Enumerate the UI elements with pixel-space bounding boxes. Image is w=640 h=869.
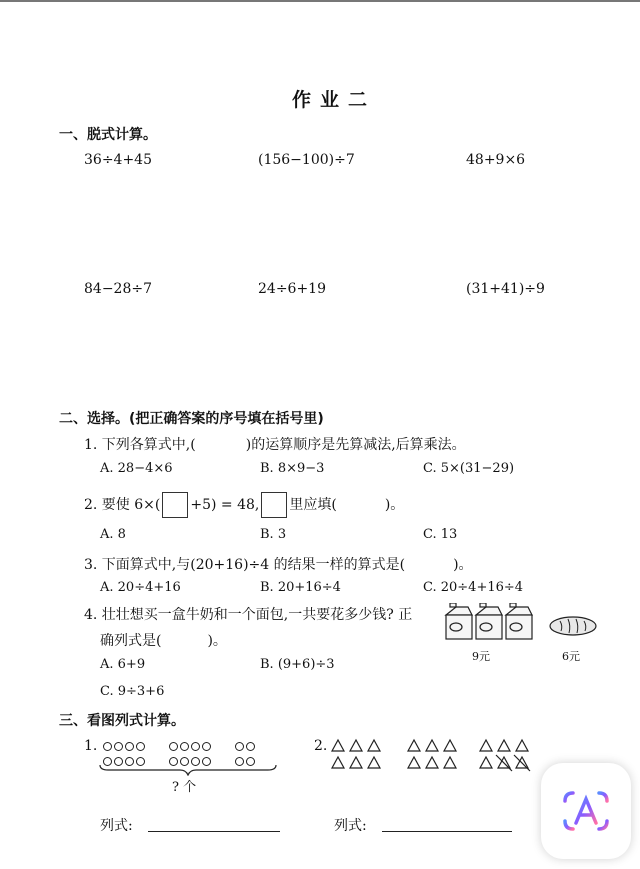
q2-option-c: C. 13 xyxy=(423,527,458,542)
formula-label-1: 列式: xyxy=(100,818,133,834)
question-4-text-b: )。 xyxy=(207,633,227,649)
section-3-heading: 三、看图列式计算。 xyxy=(59,713,185,729)
question-4-line-2 xyxy=(100,630,227,650)
scan-text-button[interactable] xyxy=(541,763,631,859)
bread-price: 6元 xyxy=(562,650,580,663)
circle-icon xyxy=(169,742,178,751)
q3-option-a: A. 20÷4+16 xyxy=(100,580,181,595)
q2-option-b: B. 3 xyxy=(260,527,287,542)
q1-option-b: B. 8×9−3 xyxy=(260,461,325,476)
circle-icon xyxy=(191,742,200,751)
circle-icon xyxy=(125,742,134,751)
formula-label-2: 列式: xyxy=(334,818,367,834)
question-1-text-b: )的运算顺序是先算减法,后算乘法。 xyxy=(245,437,466,453)
circle-icon xyxy=(180,742,189,751)
question-2-text-d: )。 xyxy=(384,497,405,513)
question-3-text-a: 3. 下面算式中,与(20+16)÷4 的结果一样的算式是( xyxy=(84,557,406,573)
top-border xyxy=(0,0,640,2)
question-3-text-b: )。 xyxy=(453,557,473,573)
formula-answer-line-2[interactable] xyxy=(382,831,512,832)
q2-option-a: A. 8 xyxy=(100,527,126,542)
question-2 xyxy=(84,492,404,518)
question-2-text-c: 里应填( xyxy=(289,497,337,513)
problem-3: 48+9×6 xyxy=(466,152,526,168)
empty-box-2[interactable] xyxy=(261,492,287,518)
circle-group xyxy=(103,740,257,767)
section-2-heading: 二、选择。(把正确答案的序号填在括号里) xyxy=(59,411,324,427)
q1-option-c: C. 5×(31−29) xyxy=(423,461,515,476)
circle-icon xyxy=(246,742,255,751)
problem-1: 36÷4+45 xyxy=(84,152,152,168)
formula-answer-line-1[interactable] xyxy=(148,831,280,832)
problem-5: 24÷6+19 xyxy=(258,281,326,297)
brace-label: ? 个 xyxy=(172,780,197,795)
brace xyxy=(98,764,278,776)
q3-option-b: B. 20+16÷4 xyxy=(260,580,341,595)
problem-2: (156−100)÷7 xyxy=(258,152,355,168)
q1-option-a: A. 28−4×6 xyxy=(100,461,173,476)
picture-problem-2-label: 2. xyxy=(314,738,328,754)
q4-option-c: C. 9÷3+6 xyxy=(100,684,165,699)
q4-option-b: B. (9+6)÷3 xyxy=(260,657,335,672)
bread-icon xyxy=(548,614,598,638)
milk-price: 9元 xyxy=(472,650,490,663)
milk-carton-icon xyxy=(440,603,536,643)
circle-icon xyxy=(103,742,112,751)
circle-icon xyxy=(114,742,123,751)
q4-option-a: A. 6+9 xyxy=(100,657,146,672)
question-4-line-1: 4. 壮壮想买一盒牛奶和一个面包,一共要花多少钱? 正 xyxy=(84,607,413,623)
circle-icon xyxy=(202,742,211,751)
problem-4: 84−28÷7 xyxy=(84,281,152,297)
picture-problem-1-label: 1. xyxy=(84,738,98,754)
circle-icon xyxy=(136,742,145,751)
question-1-text-a: 1. 下列各算式中,( xyxy=(84,437,196,453)
scan-text-icon xyxy=(541,763,631,859)
question-1 xyxy=(84,434,466,454)
question-2-text-a: 2. 要使 6×( xyxy=(84,497,161,513)
page-title: 作业二 xyxy=(292,89,377,111)
circle-icon xyxy=(235,742,244,751)
section-1-heading: 一、脱式计算。 xyxy=(59,127,157,143)
question-4-text-a: 确列式是( xyxy=(100,633,162,649)
q3-option-c: C. 20÷4+16÷4 xyxy=(423,580,524,595)
triangle-group xyxy=(330,738,540,772)
empty-box-1[interactable] xyxy=(162,492,188,518)
question-2-text-b: +5) = 48, xyxy=(190,497,260,513)
question-3 xyxy=(84,554,473,574)
problem-6: (31+41)÷9 xyxy=(466,281,545,297)
